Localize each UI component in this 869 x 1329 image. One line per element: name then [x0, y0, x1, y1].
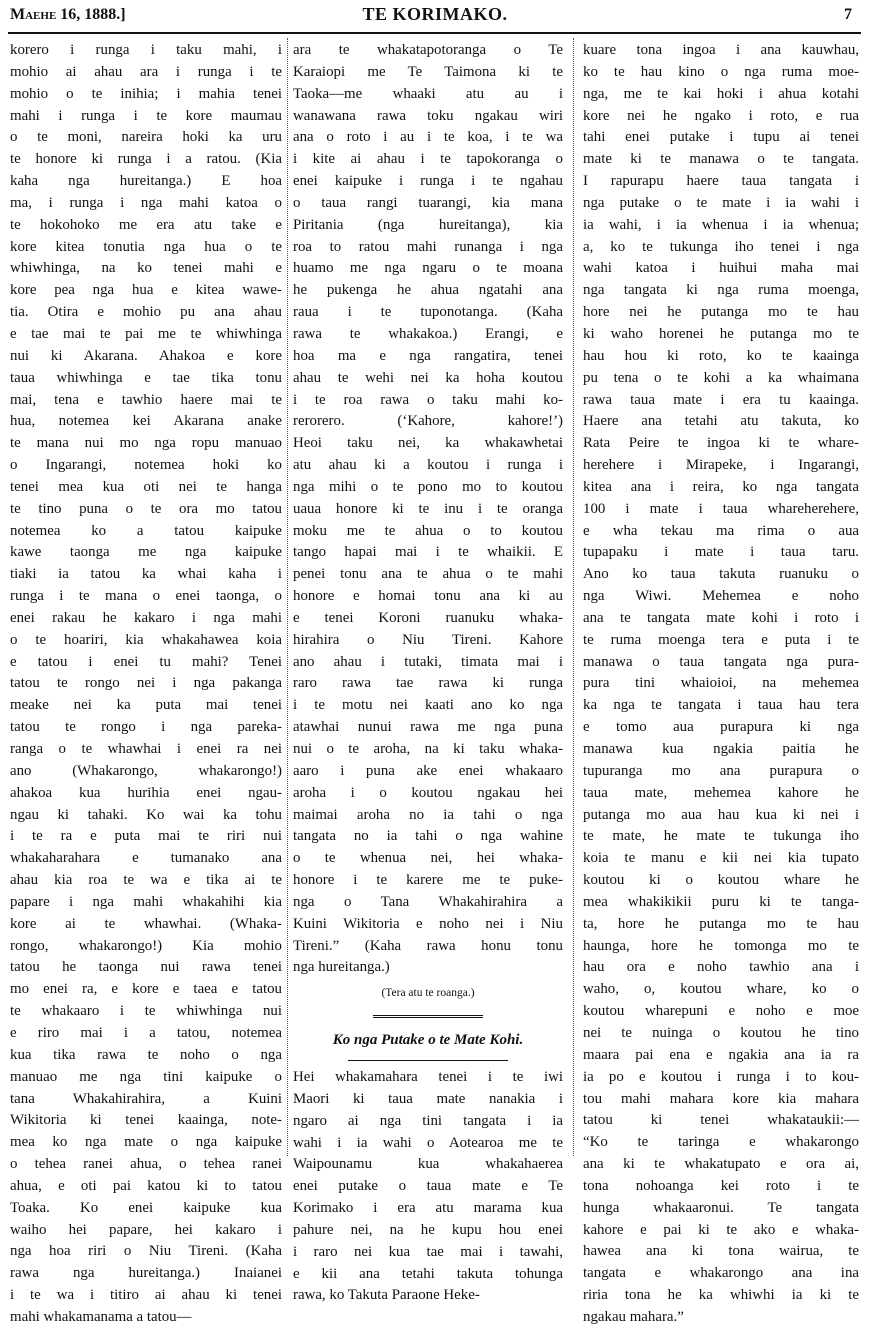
text-line: nui o te aroha, na ki taku whaka- — [293, 741, 563, 757]
text-line: e tae mai te pai me te whiwhinga — [10, 325, 282, 342]
text-line: tahi enei putake i tupu ai tenei — [583, 129, 859, 146]
text-line: ta, hore he putanga mo te hau — [583, 915, 859, 932]
text-line: tou mahi mahara kore kia mahara — [583, 1090, 859, 1107]
text-line: ano ahau i tutaki, timata mai i — [293, 653, 563, 670]
text-line: aaro i puna ake enei whakaaro — [293, 762, 563, 779]
text-line: papare i nga mahi whakahihi kia — [10, 893, 282, 910]
text-line: ahua, e oti pai katou ki to tatou — [10, 1177, 282, 1194]
text-line: waho, o, koutou whare, ko o — [583, 981, 859, 998]
text-line: te mate, he mate te tukunga iho — [583, 828, 859, 845]
text-line: ngakau mahara.” — [583, 1308, 684, 1325]
text-line: he pukenga he ahua ngatahi ana — [293, 282, 563, 299]
text-line: te whakaaro i te whiwhinga nui — [10, 1003, 282, 1020]
text-line: whakaharahara e tumanako ana — [10, 850, 282, 867]
text-line: ahau kia roa te wa e tika ai te — [10, 872, 282, 889]
text-line: koutou wharepuni e noho e moe — [583, 1003, 859, 1020]
text-line: mate ki te manawa o te tangata. — [583, 151, 859, 168]
text-line: tana Whakahirahira, a Kuini — [10, 1090, 282, 1107]
text-line: i raro nei kua tae mai i tawahi, — [293, 1243, 563, 1260]
text-line: koutou ki o koutou whare he — [583, 872, 859, 889]
text-line: i te roa rawa o taku mahi ko- — [293, 391, 563, 408]
text-line: kore nei he ngako i roto, e rua — [583, 107, 859, 124]
article-title: Ko nga Putake o te Mate Kohi. — [332, 1032, 524, 1049]
text-line: maimai aroha no ia tahi o nga — [293, 806, 563, 823]
text-line: i kite ai ahau i te tapokoranga o — [293, 151, 563, 168]
text-line: Waipounamu kua whakahaerea — [293, 1156, 563, 1173]
text-line: tango hapai mai i te whaikii. E — [293, 544, 563, 561]
text-line: o taua rangi tuarangi, kia mana — [293, 194, 563, 211]
text-line: riria tona he ka whiwhi ia ki te — [583, 1287, 859, 1304]
text-line: waiho hei papare, hei kakaro i — [10, 1221, 282, 1238]
text-line: huamo me nga ngaru o te moana — [293, 260, 563, 277]
text-line: Wikitoria ki tenei kaainga, note- — [10, 1112, 282, 1129]
page-number: 7 — [844, 6, 852, 23]
page-header — [10, 2, 860, 28]
text-line: notemea ko a tatou kaipuke — [10, 522, 282, 539]
text-line: rerorero. (‘Kahore, kahore!’) — [293, 413, 563, 430]
text-line: rawa te whakakoa.) Erangi, e — [293, 325, 563, 342]
text-line: raua i te tuponotanga. (Kaha — [293, 304, 563, 321]
text-line: mahi whakamanama a tatou— — [10, 1308, 192, 1325]
text-line: kore kitea tonutia nga hua o te — [10, 238, 282, 255]
column-divider-1 — [287, 38, 288, 1156]
text-line: tatou ki tenei whakataukii:— — [583, 1112, 859, 1129]
text-line: Taoka—me whaaki atu au i — [293, 85, 563, 102]
text-line: Tireni.” (Kaha rawa honu tonu — [293, 937, 563, 954]
text-line: Ano ko taua takuta ruanuku o — [583, 566, 859, 583]
text-line: tenei mea kua oti nei te hanga — [10, 478, 282, 495]
text-line: hoa ma e nga rangatira, tenei — [293, 347, 563, 364]
text-line: I rapurapu haere taua tangata i — [583, 173, 859, 190]
text-line: Karaiopi me Te Taimona ki te — [293, 63, 563, 80]
text-line: hau ora e noho tawhio ana i — [583, 959, 859, 976]
text-line: roa to ratou mahi runanga i nga — [293, 238, 563, 255]
text-line: honore i te karere me te puke- — [293, 872, 563, 889]
text-line: tangata no ia tahi o nga wahine — [293, 828, 563, 845]
text-line: meake nei ka puta mai tenei — [10, 697, 282, 714]
text-line: wahi i ia wahi o Aotearoa me te — [293, 1134, 563, 1151]
text-line: kuare tona ingoa i ana kauwhau, — [583, 42, 859, 58]
text-line: wahi katoa i huihui maha mai — [583, 260, 859, 277]
text-line: ko te hau kino o nga ruma moe- — [583, 63, 859, 80]
text-line: o tehea ranei ahua, o tehea ranei — [10, 1156, 282, 1173]
text-line: maara pai ena e ngakia ana ia ra — [583, 1046, 859, 1063]
text-line: rawa taua mate i era tu kaainga. — [583, 391, 859, 408]
text-line: te ruma moenga tera e puta i te — [583, 631, 859, 648]
text-line: ia po e koutou i runga i to kou- — [583, 1068, 859, 1085]
text-line: tupapaku i mate i taua taru. — [583, 544, 859, 561]
text-line: nga tangata ki nga ruma moenga, — [583, 282, 859, 299]
text-line: hawea ana ki tona wairua, te — [583, 1243, 859, 1260]
text-line: kaha nga hureitanga.) E hoa — [10, 173, 282, 190]
title-rule — [348, 1060, 508, 1061]
text-line: honore e homai tonu ana ki au — [293, 588, 563, 605]
text-line: mohio o te inihia; i mahia tenei — [10, 85, 282, 102]
text-line: mai, tena e tawhio haere mai te — [10, 391, 282, 408]
header-rule — [8, 32, 861, 34]
text-line: rawa nga hureitanga.) Inaianei — [10, 1265, 282, 1282]
text-line: te honore ki runga i a ratou. (Kia — [10, 151, 282, 168]
text-line: Heoi taku nei, ka whakawhetai — [293, 435, 563, 452]
text-line: ahau te wehi nei ka hoha koutou — [293, 369, 563, 386]
text-line: ahakoa kua hurihia enei ngau- — [10, 784, 282, 801]
text-line: rongo, whakarongo!) Kia mohio — [10, 937, 282, 954]
text-line: Rata Peire te ingoa ki te whare- — [583, 435, 859, 452]
text-line: o te hoariri, kia whakahawea koia — [10, 631, 282, 648]
text-line: putanga mo aua hau kua ki nei i — [583, 806, 859, 823]
text-line: enei putake o taua mate e Te — [293, 1178, 563, 1195]
text-line: e wha tekau ma rima o aua — [583, 522, 859, 539]
text-line: tangata e whakarongo ana ina — [583, 1265, 859, 1282]
column-1 — [10, 40, 282, 1329]
text-line: i te ra e puta mai te riri nui — [10, 828, 282, 845]
text-line: Hei whakamahara tenei i te iwi — [293, 1068, 563, 1085]
text-line: o Ingarangi, notemea hoki ko — [10, 457, 282, 474]
text-line: hua, notemea kei Akarana anake — [10, 413, 282, 430]
text-line: ana o roto i au i te koa, i te wa — [293, 129, 563, 146]
text-line: ana te tangata mate kohi i roto i — [583, 609, 859, 626]
text-line: tatou te rongo nei i nga pakanga — [10, 675, 282, 692]
text-line: o te moni, nareira hoki ka uru — [10, 129, 282, 146]
text-line: a, ko te tukunga iho tenei i nga — [583, 238, 859, 255]
text-line: ngau ki tahaki. Ko wai ka tohu — [10, 806, 282, 823]
text-line: Haere ana tetahi atu takuta, ko — [583, 413, 859, 430]
text-line: mo enei ra, e kore e taea e tatou — [10, 981, 282, 998]
issue-date: Maehe 16, 1888.] — [10, 6, 126, 23]
text-line: ana ki te whakatupato e ora ai, — [583, 1156, 859, 1173]
text-line: herehere i Mirapeke, i Ingarangi, — [583, 457, 859, 474]
text-line: mea ko nga mate o nga kaipuke — [10, 1134, 282, 1151]
text-line: tatou te rongo i nga pareka- — [10, 719, 282, 736]
text-line: wanawana rawa toku ngakau wiri — [293, 107, 563, 124]
text-line: raro rawa tae rawa ki runga — [293, 675, 563, 692]
text-line: kua tika rawa te noho o nga — [10, 1046, 282, 1063]
text-line: Piritania (nga hureitanga), kia — [293, 216, 563, 233]
text-line: nga, me te kai hoki i ahua kotahi — [583, 85, 859, 102]
text-line: te tino puna o te ora mo tatou — [10, 500, 282, 517]
text-line: ngaro ai nga tini tangata i ia — [293, 1112, 563, 1129]
text-line: manawa o taua tangata nga pura- — [583, 653, 859, 670]
text-line: hirahira o Niu Tireni. Kahore — [293, 631, 563, 648]
text-line: nga Wiwi. Mehemea e noho — [583, 588, 859, 605]
newspaper-title: TE KORIMAKO. — [362, 4, 508, 24]
text-line: mea whakikikii puru ki te tanga- — [583, 893, 859, 910]
text-line: manuao me nga tini kaipuke o — [10, 1068, 282, 1085]
text-line: nga putake o te mate i ia wahi i — [583, 194, 859, 211]
text-line: pu tena o te kohi a ka whaimana — [583, 369, 859, 386]
text-line: tiaki ia tatou ka whai kaha i — [10, 566, 282, 583]
text-line: Toaka. Ko enei kaipuke kua — [10, 1199, 282, 1216]
text-line: i te motu nei kaati ano ko nga — [293, 697, 563, 714]
text-line: kawe taonga me nga kaipuke — [10, 544, 282, 561]
text-line: korero i runga i taku mahi, i — [10, 42, 282, 58]
column-3 — [583, 40, 859, 1329]
text-line: koia te manu e kii nei kia tupato — [583, 850, 859, 867]
text-line: nei te nuinga o koutou he tino — [583, 1024, 859, 1041]
text-line: uaua honore ki te inu i te oranga — [293, 500, 563, 517]
text-line: ma, i runga i nga mahi katoa o — [10, 194, 282, 211]
text-line: 100 i mate i taua whareherehere, — [583, 500, 859, 517]
text-line: kitea ana i reira, ko nga tangata — [583, 478, 859, 495]
text-line: e kii ana tetahi takuta tohunga — [293, 1265, 563, 1282]
text-line: te hokohoko me era atu take e — [10, 216, 282, 233]
text-line: atu ahau ki a koutou i runga i — [293, 457, 563, 474]
continued-note: (Tera atu te roanga.) — [381, 987, 475, 1000]
text-line: taua whiwhinga e tae tika tonu — [10, 369, 282, 386]
text-line: tupuranga mo ana purapura o — [583, 762, 859, 779]
text-line: nui ki Akarana. Ahakoa e kore — [10, 347, 282, 364]
text-line: tona nohoanga kei roto i te — [583, 1177, 859, 1194]
text-line: hore nei he putanga mo te hau — [583, 304, 859, 321]
text-line: mahi i runga i te kore maumau — [10, 107, 282, 124]
text-line: taua mate, mehemea kahore he — [583, 784, 859, 801]
text-line: kore pea nga hua e kitea wawe- — [10, 282, 282, 299]
text-line: nga hoa riri o Niu Tireni. (Kaha — [10, 1243, 282, 1260]
text-line: hunga whakaaronui. Te tangata — [583, 1199, 859, 1216]
text-line: ranga o te whawhai i enei ra nei — [10, 741, 282, 757]
text-line: rawa, ko Takuta Paraone Heke- — [293, 1287, 480, 1304]
text-line: e tatou i enei tu mahi? Tenei — [10, 653, 282, 670]
text-line: aroha i o koutou ngakau hei — [293, 784, 563, 801]
text-line: nga mihi o te pono mo to koutou — [293, 478, 563, 495]
text-line: tatou he taonga nui rawa tenei — [10, 959, 282, 976]
text-line: Kuini Wikitoria e noho nei i Niu — [293, 915, 563, 932]
text-line: Maori ki taua mate nanakia i — [293, 1090, 563, 1107]
text-line: e riro mai i a tatou, notemea — [10, 1024, 282, 1041]
text-line: tia. Otira e mohio pu ana ahau — [10, 304, 282, 321]
text-line: o te whenua nei, hei whaka- — [293, 850, 563, 867]
text-line: i te wa i titiro ai ahau ki tenei — [10, 1287, 282, 1304]
text-line: Korimako i era atu marama kua — [293, 1200, 563, 1217]
text-line: kore ai te whawhai. (Whaka- — [10, 915, 282, 932]
text-line: runga i te mana o enei taonga, o — [10, 588, 282, 605]
text-line: nga o Tana Whakahirahira a — [293, 893, 563, 910]
text-line: whiwhinga, na ko tenei mahi e — [10, 260, 282, 277]
text-line: enei kaipuke i runga i te ngahau — [293, 173, 563, 190]
text-line: hau hou ki roto, ko te kaainga — [583, 347, 859, 364]
text-line: moku me te ahua o to koutou — [293, 522, 563, 539]
text-line: penei tonu ana te ahua o te mahi — [293, 566, 563, 583]
column-2 — [293, 40, 563, 1307]
text-line: enei rakau he kakaro i nga mahi — [10, 609, 282, 626]
text-line: nga hureitanga.) — [293, 959, 390, 976]
text-line: te mana nui mo nga ropu manuao — [10, 435, 282, 452]
text-line: pura tini whaioioi, na mehemea — [583, 675, 859, 692]
text-line: ka nga te tangata i taua hau tera — [583, 697, 859, 714]
column-divider-2 — [573, 38, 574, 1156]
text-line: e tenei Koroni ruanuku whaka- — [293, 609, 563, 626]
text-line: pahure nei, na he kupu hou enei — [293, 1221, 563, 1238]
text-line: ano (Whakarongo, whakarongo!) — [10, 762, 282, 779]
text-line: haunga, hore he tomonga mo te — [583, 937, 859, 954]
text-line: e tomo aua purapura ki nga — [583, 719, 859, 736]
text-line: ia wahi, i ia whenua i ia whenua; — [583, 216, 859, 233]
text-line: atawhai nunui rawa me nga puna — [293, 719, 563, 736]
text-line: kahore e pai ki te ako e whaka- — [583, 1221, 859, 1238]
text-line: ara te whakatapotoranga o Te — [293, 42, 563, 58]
text-line: manawa kua ngakia paitia he — [583, 741, 859, 757]
text-line: “Ko te taringa e whakarongo — [583, 1134, 859, 1151]
text-line: mohio ai ahau ara i runga i te — [10, 63, 282, 80]
section-ornament — [373, 1015, 483, 1020]
text-line: ki waho horenei he putanga mo te — [583, 325, 859, 342]
